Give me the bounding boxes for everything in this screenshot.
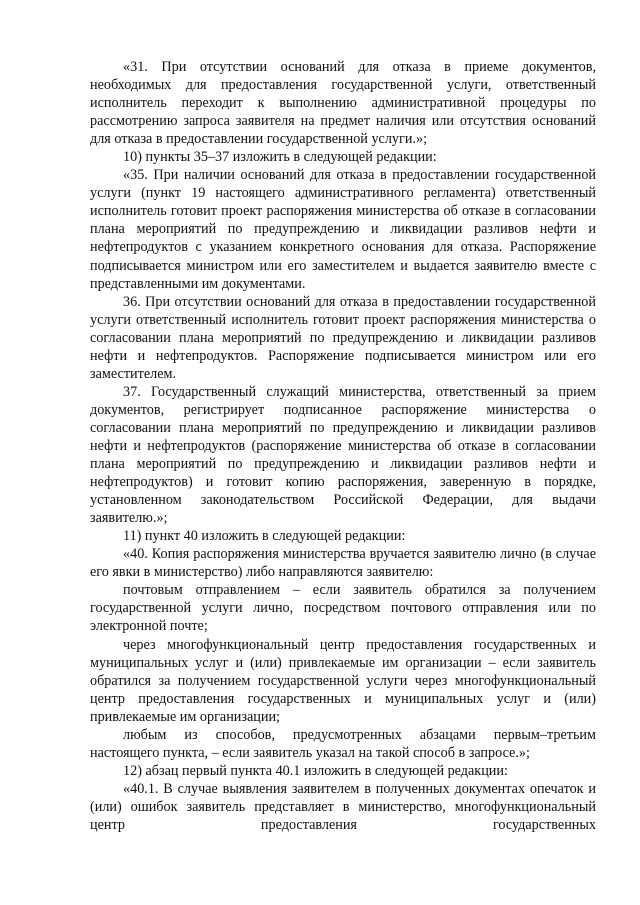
paragraph-31: «31. При отсутствии оснований для отказа в приеме документов, необходимых для предоставления государственной услуги, ответственный исполнитель переходит к выполнению административной процедуры по рассмотрению запроса заявителя на предмет наличия или отсутствия оснований для отказа в предоставлении государственной услуги.»; bbox=[90, 59, 596, 148]
paragraph-36: 36. При отсутствии оснований для отказа в предоставлении государственной услуги ответственный исполнитель готовит проект распоряжения министерства о согласовании плана мероприятий по предупреждению и ликвидации разливов нефти и нефтепродуктов. Распоряжение подписывается министром или его заместителем. bbox=[90, 293, 596, 382]
paragraph-any-method: любым из способов, предусмотренных абзацами первым–третьим настоящего пункта, – если заявитель указал на такой способ в запросе.»; bbox=[90, 726, 596, 761]
paragraph-40-1: «40.1. В случае выявления заявителем в полученных документах опечаток и (или) ошибок заявитель представляет в министерство, многофункциональный центр предоставления государственных bbox=[90, 780, 596, 833]
paragraph-35: «35. При наличии оснований для отказа в предоставлении государственной услуги (пункт 19 настоящего административного регламента) ответственный исполнитель готовит проект распоряжения министерства об отказе в согласовании плана мероприятий по предупреждению и ликвидации разливов нефти и нефтепродуктов с указанием конкретного основания для отказа. Распоряжение подписывается министром или его заместителем и выдается заявителю вместе с представленными им документами. bbox=[90, 167, 596, 292]
paragraph-postal: почтовым отправлением – если заявитель обратился за получением государственной услуги лично, посредством почтового отправления или по электронной почте; bbox=[90, 582, 596, 635]
paragraph-item-11: 11) пункт 40 изложить в следующей редакции: bbox=[123, 528, 406, 545]
paragraph-40: «40. Копия распоряжения министерства вручается заявителю лично (в случае его явки в министерство) либо направляются заявителю: bbox=[90, 546, 596, 581]
paragraph-item-12: 12) абзац первый пункта 40.1 изложить в следующей редакции: bbox=[123, 762, 508, 779]
document-page bbox=[90, 58, 596, 834]
paragraph-item-10: 10) пункты 35–37 изложить в следующей редакции: bbox=[123, 149, 437, 166]
paragraph-mfc: через многофункциональный центр предоставления государственных и муниципальных услуг и (или) привлекаемые им организации – если заявитель обратился за получением государственной услуги через многофункциональный центр предоставления государственных и муниципальных услуг и (или) привлекаемые им организации; bbox=[90, 636, 596, 725]
paragraph-37: 37. Государственный служащий министерства, ответственный за прием документов, регистрирует подписанное распоряжение министерства о согласовании плана мероприятий по предупреждению и ликвидации разливов нефти и нефтепродуктов (распоряжение министерства об отказе в согласовании плана мероприятий по предупреждению и ликвидации разливов нефти и нефтепродуктов) и готовит копию распоряжения, заверенную в порядке, установленном законодательством Российской Федерации, для выдачи заявителю.»; bbox=[90, 383, 596, 527]
